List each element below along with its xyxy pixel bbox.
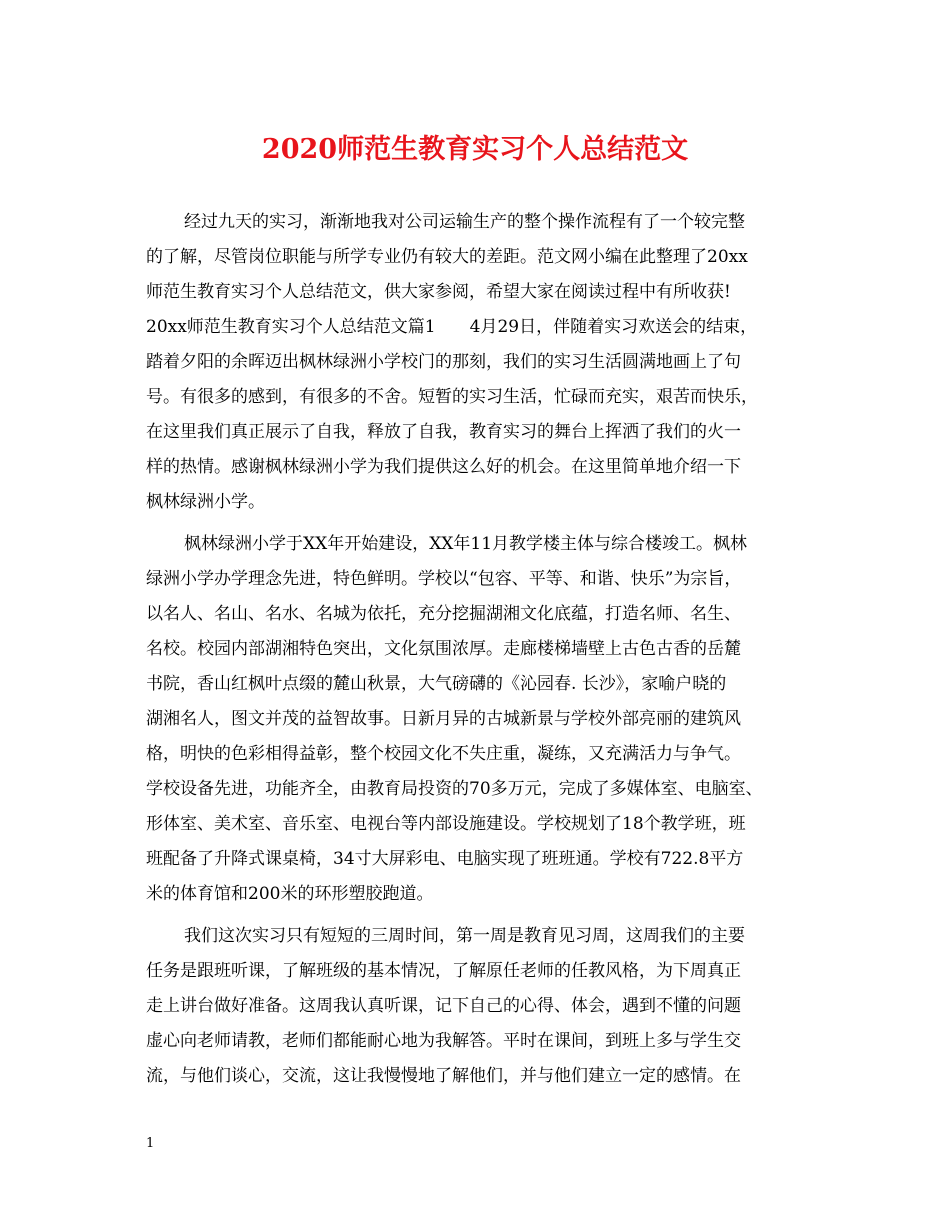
body-line: 以名人、名山、名水、名城为依托，充分挖掘湖湘文化底蕴，打造名师、名生、 [146,604,741,624]
body-line: 经过九天的实习，渐渐地我对公司运输生产的整个操作流程有了一个较完整 [184,212,745,232]
body-line: 名校。校园内部湖湘特色突出，文化氛围浓厚。走廊楼梯墙壁上古色古香的岳麓 [146,639,741,659]
body-line: 学校设备先进，功能齐全，由教育局投资的70多万元，完成了多媒体室、电脑室、 [146,779,763,799]
document-title: 2020师范生教育实习个人总结范文 [261,134,689,165]
body-line: 流，与他们谈心，交流，这让我慢慢地了解他们，并与他们建立一定的感情。在 [146,1066,741,1086]
body-line: 格，明快的色彩相得益彰，整个校园文化不失庄重，凝练，又充满活力与争气。 [146,744,741,764]
body-line: 书院，香山红枫叶点缀的麓山秋景，大气磅礴的《沁园春. 长沙》，家喻户晓的 [146,674,727,694]
body-line: 班配备了升降式课桌椅，34寸大屏彩电、电脑实现了班班通。学校有722.8平方 [146,849,744,869]
body-line: 师范生教育实习个人总结范文，供大家参阅，希望大家在阅读过程中有所收获! [146,282,731,302]
body-line: 枫林绿洲小学。 [146,492,265,512]
body-line: 形体室、美术室、音乐室、电视台等内部设施建设。学校规划了18个教学班，班 [146,814,746,834]
body-line: 踏着夕阳的余晖迈出枫林绿洲小学校门的那刻，我们的实习生活圆满地画上了句 [146,352,741,372]
body-line: 任务是跟班听课，了解班级的基本情况，了解原任老师的任教风格，为下周真正 [146,961,741,981]
body-line: 米的体育馆和200米的环形塑胶跑道。 [146,884,434,904]
body-line: 湖湘名人，图文并茂的益智故事。日新月异的古城新景与学校外部亮丽的建筑风 [146,709,741,729]
body-line: 的了解，尽管岗位职能与所学专业仍有较大的差距。范文网小编在此整理了20xx [146,247,748,267]
body-line: 虚心向老师请教，老师们都能耐心地为我解答。平时在课间，到班上多与学生交 [146,1031,741,1051]
body-line: 样的热情。感谢枫林绿洲小学为我们提供这么好的机会。在这里简单地介绍一下 [146,457,741,477]
page-number: 1 [146,1136,155,1151]
body-line: 在这里我们真正展示了自我，释放了自我，教育实习的舞台上挥洒了我们的火一 [146,422,741,442]
body-line: 我们这次实习只有短短的三周时间，第一周是教育见习周，这周我们的主要 [184,926,745,946]
body-line: 绿洲小学办学理念先进，特色鲜明。学校以“包容、平等、和谐、快乐”为宗旨， [146,569,742,589]
body-line: 20xx师范生教育实习个人总结范文篇1 4月29日，伴随着实习欢送会的结束， [146,317,758,337]
body-line: 号。有很多的感到，有很多的不舍。短暂的实习生活，忙碌而充实，艰苦而快乐， [146,387,758,407]
body-line: 枫林绿洲小学于XX年开始建设，XX年11月教学楼主体与综合楼竣工。枫林 [184,534,748,554]
body-line: 走上讲台做好准备。这周我认真听课，记下自己的心得、体会，遇到不懂的问题 [146,996,741,1016]
